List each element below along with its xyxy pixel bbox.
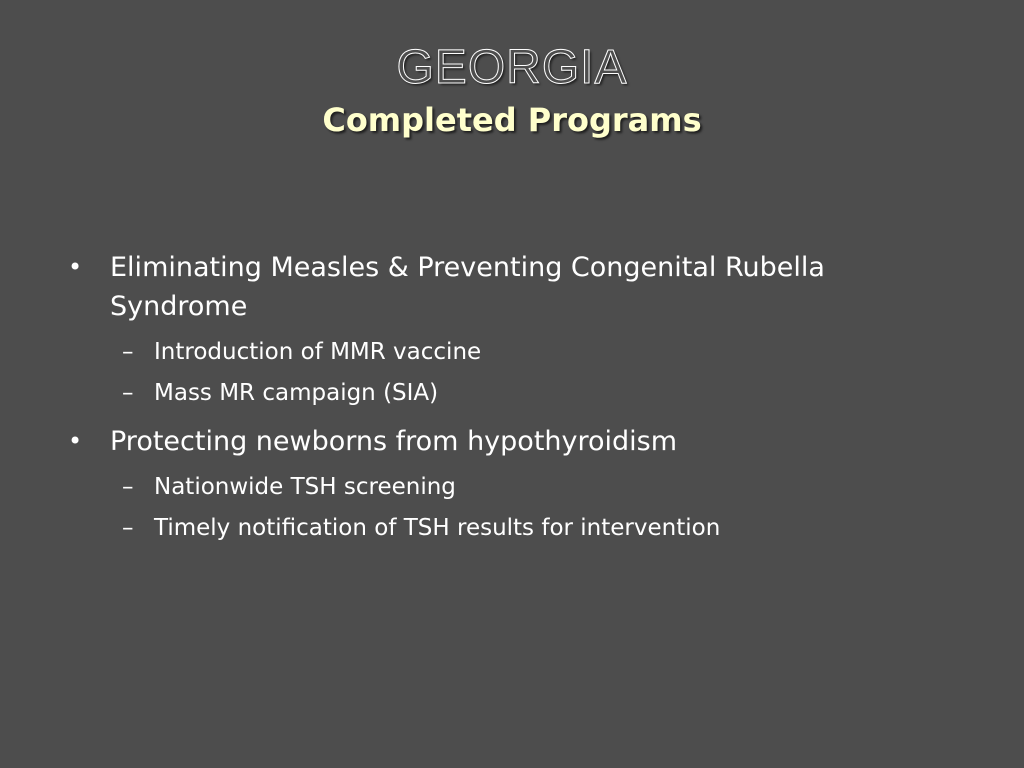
sub-list-measles bbox=[122, 332, 948, 414]
sub-item bbox=[122, 332, 948, 373]
bullet-item-hypothyroidism bbox=[68, 422, 948, 461]
bullet-item-measles bbox=[68, 248, 948, 326]
dash-icon: – bbox=[122, 380, 134, 406]
sub-item-text: Mass MR campaign (SIA) bbox=[154, 380, 439, 406]
title-block bbox=[0, 40, 1024, 142]
sub-item bbox=[122, 373, 948, 414]
slide-subtitle: Completed Programs bbox=[322, 101, 702, 139]
bullet-list bbox=[68, 248, 948, 557]
bullet-icon: • bbox=[68, 427, 83, 455]
bullet-text: Eliminating Measles & Preventing Congenital Rubella Syndrome bbox=[110, 252, 825, 322]
dash-icon: – bbox=[122, 339, 134, 365]
dash-icon: – bbox=[122, 515, 134, 541]
bullet-icon: • bbox=[68, 253, 83, 281]
bullet-text: Protecting newborns from hypothyroidism bbox=[110, 426, 678, 457]
sub-list-hypothyroidism bbox=[122, 467, 948, 549]
slide-title: GEORGIA bbox=[396, 41, 628, 94]
sub-item bbox=[122, 467, 948, 508]
sub-item-text: Nationwide TSH screening bbox=[154, 474, 456, 500]
sub-item-text: Timely notification of TSH results for intervention bbox=[154, 515, 721, 541]
dash-icon: – bbox=[122, 474, 134, 500]
sub-item bbox=[122, 508, 948, 549]
sub-item-text: Introduction of MMR vaccine bbox=[154, 339, 482, 365]
